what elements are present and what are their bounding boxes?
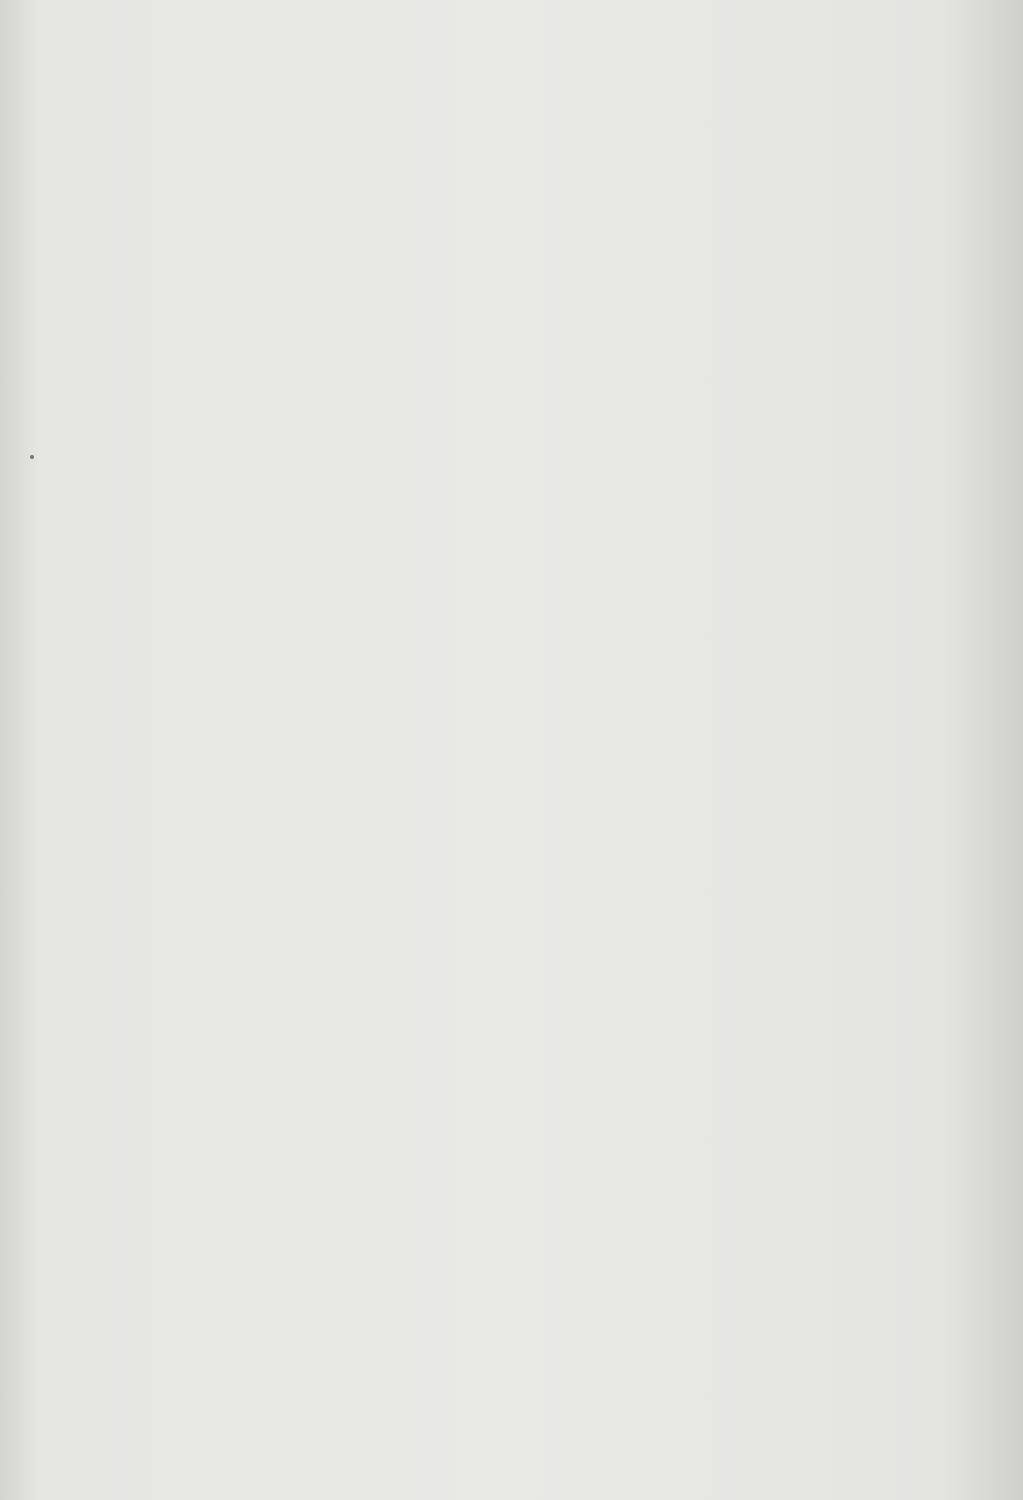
text-line (110, 436, 864, 462)
text-line (110, 463, 864, 489)
text-line (110, 384, 864, 410)
text-line (110, 932, 864, 958)
text-line (110, 1011, 864, 1037)
text-line (110, 984, 864, 1010)
text-line (110, 1169, 864, 1195)
text-line (110, 1090, 864, 1116)
text-line (110, 568, 864, 594)
text-line (110, 1142, 864, 1168)
text-line (110, 673, 864, 699)
text-line (110, 1037, 864, 1063)
text-line (110, 1116, 864, 1142)
text-line (110, 147, 864, 173)
text-line (110, 958, 864, 984)
text-line (110, 357, 864, 383)
text-line (110, 1247, 864, 1273)
text-line (110, 226, 864, 252)
text-line (110, 410, 864, 436)
text-line (110, 1326, 864, 1352)
text-line (110, 1221, 864, 1247)
text-line (110, 752, 864, 778)
text-line (110, 853, 864, 879)
text-line (110, 200, 864, 226)
text-line (110, 906, 864, 932)
text-line (110, 699, 864, 725)
text-line (110, 515, 864, 541)
text-line (110, 173, 864, 199)
text-line (110, 1274, 864, 1300)
text-line (110, 278, 864, 304)
text-line (110, 252, 864, 278)
text-line (110, 1300, 864, 1326)
paper-speck (30, 455, 34, 459)
story-body-text (110, 853, 864, 1353)
text-line (110, 1195, 864, 1221)
text-line (110, 647, 864, 673)
story-ending-text (110, 147, 864, 778)
text-line (110, 620, 864, 646)
text-line (110, 541, 864, 567)
text-line (110, 1063, 864, 1089)
text-line (110, 489, 864, 515)
text-line (110, 594, 864, 620)
text-line (110, 726, 864, 752)
text-line (110, 331, 864, 357)
text-line (110, 879, 864, 905)
text-line (110, 305, 864, 331)
